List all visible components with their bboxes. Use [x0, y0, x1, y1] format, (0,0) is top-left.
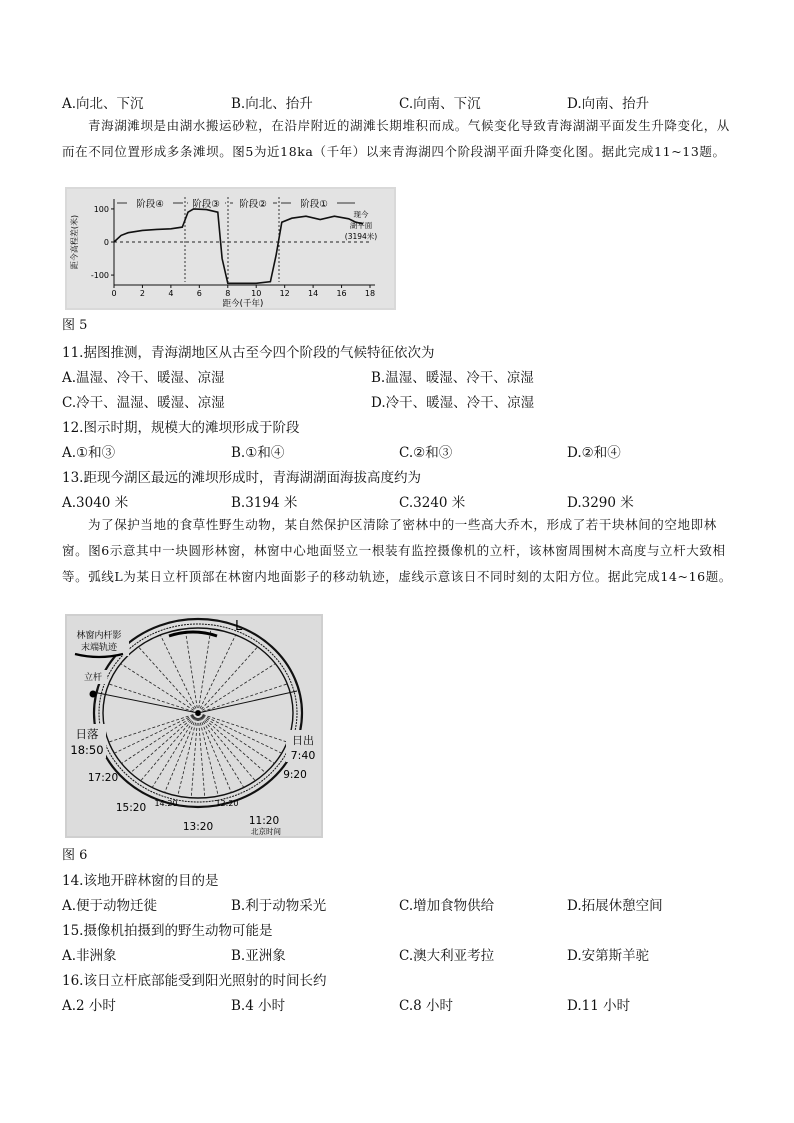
q13-stem: 13.距现今湖区最远的滩坝形成时，青海湖湖面海拔高度约为	[62, 470, 421, 486]
x-tick-label: 14	[308, 289, 319, 298]
x-tick-label: 10	[251, 289, 262, 298]
figure-5-caption: 图 5	[62, 318, 88, 333]
arc-label-l: L	[235, 619, 243, 634]
legend-track-line1: 林窗内杆影	[76, 631, 122, 641]
q15-stem: 15.摄像机拍摄到的野生动物可能是	[62, 923, 273, 939]
sunrise-time: 7:40	[290, 749, 316, 762]
q14-stem: 14.该地开辟林窗的目的是	[62, 873, 219, 889]
stage-2-label: 阶段②	[239, 199, 267, 210]
q16-option-c: C.8 小时	[399, 998, 454, 1014]
q12-option-a: A.①和③	[62, 445, 116, 461]
legend-pole-label: 立杆	[83, 673, 103, 683]
pole-position-center	[195, 710, 200, 715]
figure-5	[65, 187, 396, 314]
q14-option-c: C.增加食物供给	[399, 898, 495, 914]
note-lake-level: 湖平面	[349, 221, 373, 230]
q13-option-a: A.3040 米	[62, 495, 129, 511]
q12-option-c: C.②和③	[399, 445, 453, 461]
q12-stem: 12.图示时期，规模大的滩坝形成于阶段	[62, 420, 300, 436]
q16-option-b: B.4 小时	[231, 998, 286, 1014]
q10-option-b: B.向北、抬升	[231, 96, 313, 112]
q11-option-d: D.冷干、暖湿、冷干、凉湿	[371, 395, 535, 411]
sunset-time: 18:50	[70, 743, 104, 757]
q10-option-c: C.向南、下沉	[399, 96, 481, 112]
x-tick-label: 6	[196, 289, 202, 298]
time-label-1420: 14:20	[154, 799, 178, 808]
time-label-1720: 17:20	[87, 772, 119, 784]
time-label-1220: 12:20	[215, 799, 239, 808]
y-tick-label: 0	[103, 238, 109, 247]
x-tick-label: 12	[279, 289, 290, 298]
x-tick-label: 2	[139, 289, 145, 298]
y-tick-label: -100	[90, 271, 109, 281]
x-tick-label: 4	[168, 289, 174, 298]
legend-pole-symbol	[90, 691, 97, 698]
figure-6-diagram	[65, 614, 323, 838]
q11-option-a: A.温湿、冷干、暖湿、凉湿	[62, 370, 225, 386]
note-present: 现今	[353, 210, 369, 219]
time-label-0920: 9:20	[283, 769, 307, 781]
time-label-1520: 15:20	[115, 802, 147, 814]
q14-option-d: D.拓展休憩空间	[567, 898, 663, 914]
figure-5-chart	[65, 187, 396, 310]
stage-3-label: 阶段③	[192, 199, 220, 210]
intro-paragraph-qinghai: 青海湖滩坝是由湖水搬运砂粒，在沿岸附近的湖滩长期堆积而成。气候变化导致青海湖湖平面发生升降变化，从而在不同位置形成多条滩坝。图5为近18ka（千年）以来青海湖四个阶段湖平面升降变化图。据此完成11~13题。	[62, 118, 730, 159]
q11-stem: 11.据图推测，青海湖地区从古至今四个阶段的气候特征依次为	[62, 345, 435, 361]
q12-option-d: D.②和④	[567, 445, 621, 461]
x-tick-label: 16	[336, 289, 347, 298]
x-axis-label: 距今(千年)	[222, 299, 264, 309]
q15-option-d: D.安第斯羊驼	[567, 948, 650, 964]
x-tick-label: 0	[111, 289, 117, 298]
q10-option-a: A.向北、下沉	[62, 96, 144, 112]
time-label-1120: 11:20	[248, 815, 280, 827]
stage-1-label: 阶段①	[300, 199, 328, 210]
q15-option-a: A.非洲象	[62, 948, 117, 964]
q16-option-d: D.11 小时	[567, 998, 631, 1014]
q11-option-b: B.温湿、暖湿、冷干、凉湿	[371, 370, 534, 386]
x-tick-label: 18	[364, 289, 376, 298]
beijing-time-label: 北京时间	[251, 827, 281, 836]
q16-stem: 16.该日立杆底部能受到阳光照射的时间长约	[62, 973, 327, 989]
sunset-label: 日落	[75, 727, 99, 741]
q11-option-c: C.冷干、温湿、暖湿、凉湿	[62, 395, 225, 411]
q16-option-a: A.2 小时	[62, 998, 116, 1014]
figure-6-caption: 图 6	[62, 848, 88, 863]
stage-4-label: 阶段④	[136, 199, 164, 210]
time-label-1320: 13:20	[182, 821, 214, 833]
q15-option-b: B.亚洲象	[231, 948, 286, 964]
legend-track-line2: 末端轨迹	[80, 643, 118, 653]
y-tick-label: 100	[93, 204, 109, 214]
q14-option-b: B.利于动物采光	[231, 898, 327, 914]
q13-option-d: D.3290 米	[567, 495, 634, 511]
q13-option-b: B.3194 米	[231, 495, 298, 511]
intro-paragraph-forest-gap: 为了保护当地的食草性野生动物，某自然保护区清除了密林中的一些高大乔木，形成了若干块林间的空地即林窗。图6示意其中一块圆形林窗，林窗中心地面竖立一根装有监控摄像机的立杆，该林窗周围树木高度与立杆大致相等。弧线L为某日立杆顶部在林窗内地面影子的移动轨迹，虚线示意该日不同时刻的太阳方位。据此完成14~16题。	[62, 517, 732, 584]
figure-6	[65, 614, 323, 842]
q10-option-d: D.向南、抬升	[567, 96, 650, 112]
sunrise-label: 日出	[292, 734, 314, 747]
y-axis-label: 距今高程差(米)	[70, 214, 79, 270]
q14-option-a: A.便于动物迁徙	[62, 898, 158, 914]
q12-option-b: B.①和④	[231, 445, 285, 461]
note-elevation: (3194米)	[344, 232, 378, 241]
q13-option-c: C.3240 米	[399, 495, 466, 511]
x-tick-label: 8	[225, 289, 231, 298]
q15-option-c: C.澳大利亚考拉	[399, 948, 495, 964]
